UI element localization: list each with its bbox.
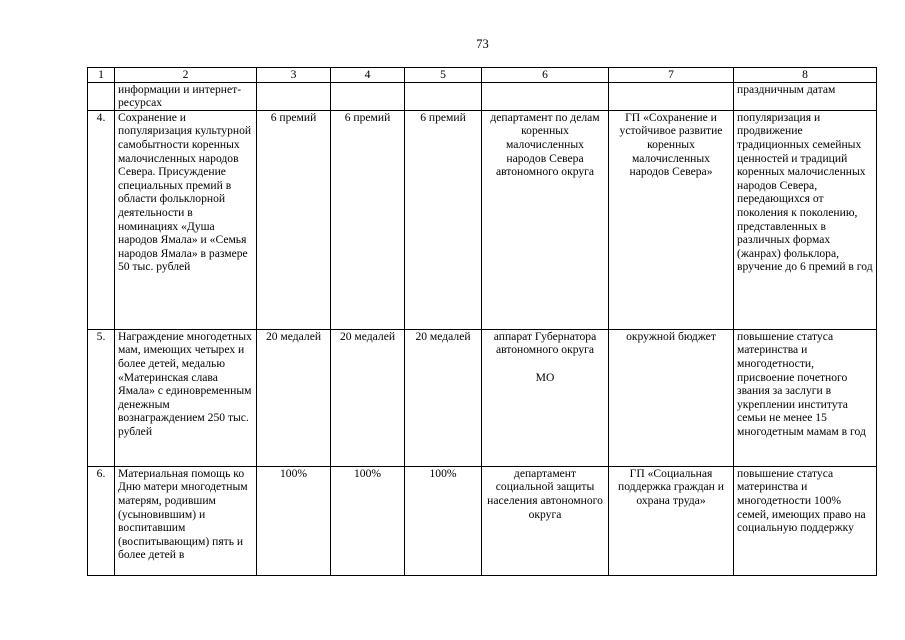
year-2-value (331, 82, 405, 110)
funding-program (609, 82, 734, 110)
row-number: 5. (88, 329, 115, 466)
expected-result: повышение статуса материнства и многодетности 100% семей, имеющих право на социальную поддержку (734, 466, 877, 575)
funding-program: окружной бюджет (609, 329, 734, 466)
header-cell: 2 (115, 68, 257, 83)
header-cell: 4 (331, 68, 405, 83)
year-3-value: 6 премий (405, 110, 482, 329)
measure-description: Материальная помощь ко Дню матери многодетным матерям, родившим (усыновившим) и воспитавшим (воспитывающим) пять и более детей в (115, 466, 257, 575)
year-1-value (257, 82, 331, 110)
page-number: 73 (476, 37, 489, 51)
table-row (88, 82, 877, 110)
year-1-value: 6 премий (257, 110, 331, 329)
measures-table (87, 67, 877, 576)
header-cell: 6 (482, 68, 609, 83)
expected-result: праздничным датам (734, 82, 877, 110)
year-3-value: 100% (405, 466, 482, 575)
row-number: 4. (88, 110, 115, 329)
measure-description: Сохранение и популяризация культурной самобытности коренных малочисленных народов Севера. Присуждение специальных премий в области фольклорной деятельности в номинациях «Душа народов Ямала» и «Семья народов Ямала» в размере 50 тыс. рублей (115, 110, 257, 329)
header-row (88, 68, 877, 83)
table-row (88, 110, 877, 329)
year-1-value: 20 медалей (257, 329, 331, 466)
year-2-value: 6 премий (331, 110, 405, 329)
row-number (88, 82, 115, 110)
row-number: 6. (88, 466, 115, 575)
responsible-executor (482, 329, 609, 466)
header-cell: 3 (257, 68, 331, 83)
table-row (88, 329, 877, 466)
header-cell: 7 (609, 68, 734, 83)
table-row (88, 466, 877, 575)
measure-description: Награждение многодетных мам, имеющих четырех и более детей, медалью «Материнская слава Ямала» с единовременным денежным вознаграждением 250 тыс. рублей (115, 329, 257, 466)
year-1-value: 100% (257, 466, 331, 575)
responsible-executor-main: аппарат Губернатора автономного округа (493, 329, 597, 357)
year-3-value: 20 медалей (405, 329, 482, 466)
responsible-executor: департамент социальной защиты населения автономного округа (482, 466, 609, 575)
year-2-value: 20 медалей (331, 329, 405, 466)
responsible-executor: департамент по делам коренных малочисленных народов Севера автономного округа (482, 110, 609, 329)
year-2-value: 100% (331, 466, 405, 575)
measure-description: информации и интернет-ресурсах (115, 82, 257, 110)
header-cell: 1 (88, 68, 115, 83)
year-3-value (405, 82, 482, 110)
expected-result: повышение статуса материнства и многодетности, присвоение почетного звания за заслуги в укреплении института семьи не менее 15 многодетным мамам в год (734, 329, 877, 466)
expected-result: популяризация и продвижение традиционных семейных ценностей и традиций коренных малочисленных народов Севера, передающихся от поколения к поколению, представленных в различных формах (жанрах) фольклора, вручение до 6 премий в год (734, 110, 877, 329)
funding-program: ГП «Сохранение и устойчивое развитие коренных малочисленных народов Севера» (609, 110, 734, 329)
header-cell: 5 (405, 68, 482, 83)
responsible-executor-extra: МО (535, 370, 555, 384)
funding-program: ГП «Социальная поддержка граждан и охрана труда» (609, 466, 734, 575)
responsible-executor (482, 82, 609, 110)
header-cell: 8 (734, 68, 877, 83)
